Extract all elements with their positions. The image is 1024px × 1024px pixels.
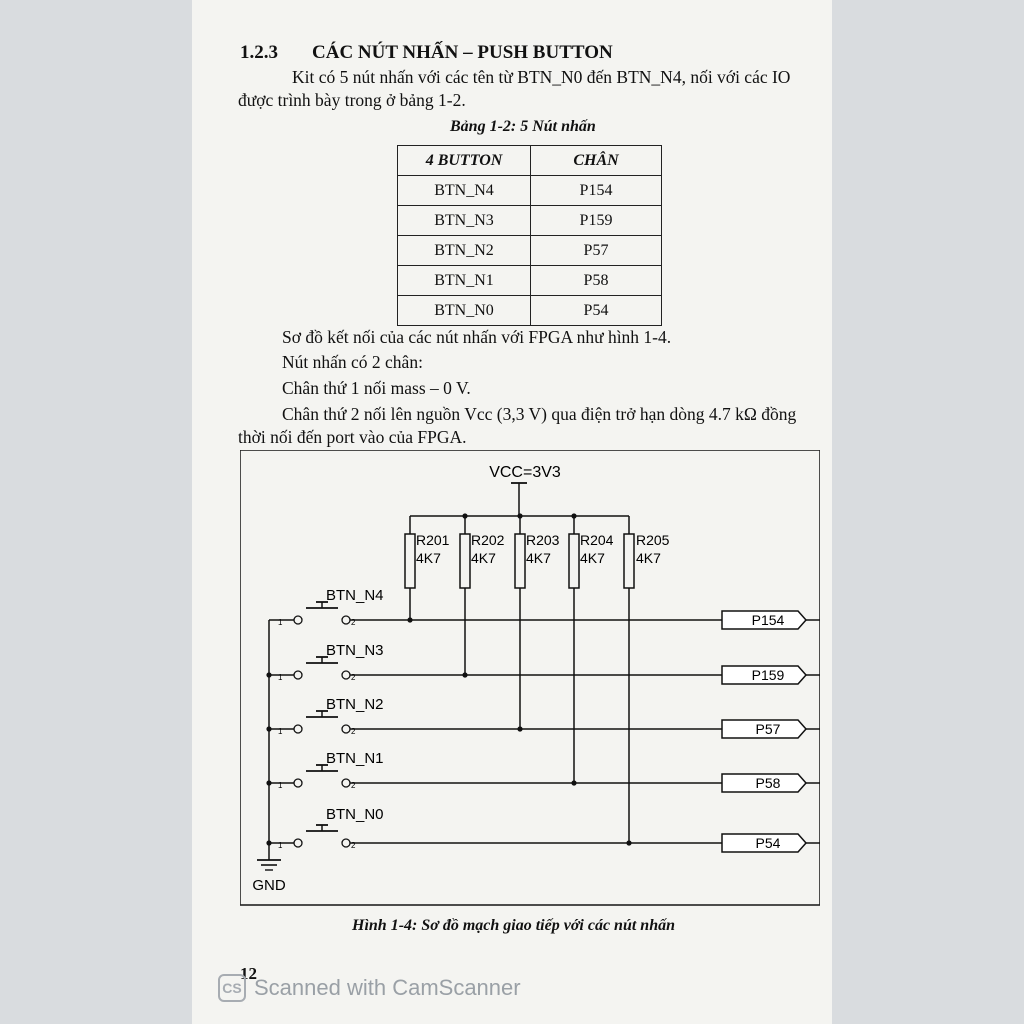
table-row xyxy=(398,206,662,236)
table-cell-button: BTN_N4 xyxy=(398,176,531,206)
pin-2-label: 2 xyxy=(351,673,356,682)
body-paragraph-4-line-2: thời nối đến port vào của FPGA. xyxy=(238,427,467,447)
pin-2-label: 2 xyxy=(351,618,356,627)
intro-line-1: Kit có 5 nút nhấn với các tên từ BTN_N0 đến BTN_N4, nối với các IO xyxy=(292,67,791,87)
body-paragraph-4-line-1: Chân thứ 2 nối lên nguồn Vcc (3,3 V) qua điện trở hạn dòng 4.7 kΩ đồng xyxy=(282,404,797,424)
table-cell-pin: P159 xyxy=(531,206,662,236)
resistor-r205 xyxy=(624,516,634,843)
pin-1-label: 1 xyxy=(278,618,283,627)
button-label: BTN_N3 xyxy=(326,642,384,659)
resistor-value: 4K7 xyxy=(526,550,551,566)
port-label: P58 xyxy=(755,775,781,791)
resistor-value: 4K7 xyxy=(416,550,441,566)
figure-caption: Hình 1-4: Sơ đồ mạch giao tiếp với các nút nhấn xyxy=(352,917,675,934)
resistor-r203 xyxy=(515,516,525,729)
page-number: 12 xyxy=(240,964,257,983)
intro-line-2: được trình bày trong ở bảng 1-2. xyxy=(238,90,466,110)
body-paragraph-2: Nút nhấn có 2 chân: xyxy=(282,352,423,372)
body-paragraph-1: Sơ đồ kết nối của các nút nhấn với FPGA như hình 1-4. xyxy=(282,327,672,347)
port-label: P54 xyxy=(755,835,781,851)
button-label: BTN_N0 xyxy=(326,806,384,823)
table-cell-pin: P154 xyxy=(531,176,662,206)
resistor-label: R205 xyxy=(636,532,670,548)
vcc-label: VCC=3V3 xyxy=(489,464,561,481)
table-header-button: 4 BUTTON xyxy=(398,146,531,176)
table-cell-pin: P57 xyxy=(531,236,662,266)
table-row xyxy=(398,236,662,266)
ground-icon xyxy=(257,860,281,870)
pin-2-label: 2 xyxy=(351,841,356,850)
watermark-text: Scanned with CamScanner xyxy=(254,975,521,1000)
resistor-r202 xyxy=(460,516,470,675)
junction-dot xyxy=(266,780,271,785)
camscanner-watermark xyxy=(218,972,521,1004)
table-cell-button: BTN_N1 xyxy=(398,266,531,296)
table-cell-pin: P54 xyxy=(531,296,662,326)
push-button-btn-n3 xyxy=(269,657,465,679)
table-header-pin: CHÂN xyxy=(531,146,662,176)
pin-1-label: 1 xyxy=(278,781,283,790)
table-header-row xyxy=(398,146,662,176)
port-label: P159 xyxy=(751,667,785,683)
table-cell-button: BTN_N2 xyxy=(398,236,531,266)
pin-1-label: 1 xyxy=(278,841,283,850)
resistor-r201 xyxy=(405,516,415,620)
resistor-label: R201 xyxy=(416,532,450,548)
push-button-btn-n4 xyxy=(269,602,410,624)
table-row xyxy=(398,266,662,296)
resistor-label: R203 xyxy=(526,532,560,548)
button-label: BTN_N2 xyxy=(326,696,384,713)
button-pin-table xyxy=(397,145,662,326)
junction-dot xyxy=(571,513,576,518)
button-schematic xyxy=(240,450,820,908)
resistor-label: R204 xyxy=(580,532,614,548)
table-cell-button: BTN_N0 xyxy=(398,296,531,326)
pin-1-label: 1 xyxy=(278,673,283,682)
camscanner-logo-icon: CS xyxy=(218,974,246,1002)
table-caption: Bảng 1-2: 5 Nút nhấn xyxy=(450,118,596,135)
section-title: CÁC NÚT NHẤN – PUSH BUTTON xyxy=(312,42,613,63)
gnd-label: GND xyxy=(252,877,286,894)
table-cell-pin: P58 xyxy=(531,266,662,296)
junction-dot xyxy=(266,726,271,731)
pin-2-label: 2 xyxy=(351,781,356,790)
resistor-value: 4K7 xyxy=(636,550,661,566)
document-page xyxy=(192,0,832,1024)
body-paragraph-3: Chân thứ 1 nối mass – 0 V. xyxy=(282,378,471,398)
pin-1-label: 1 xyxy=(278,727,283,736)
resistor-value: 4K7 xyxy=(580,550,605,566)
button-label: BTN_N4 xyxy=(326,587,384,604)
junction-dot xyxy=(266,840,271,845)
table-cell-button: BTN_N3 xyxy=(398,206,531,236)
button-label: BTN_N1 xyxy=(326,750,384,767)
push-button-btn-n1 xyxy=(269,765,574,787)
port-label: P57 xyxy=(755,721,781,737)
table-row xyxy=(398,176,662,206)
section-number: 1.2.3 xyxy=(240,42,278,63)
junction-dot xyxy=(517,513,522,518)
junction-dot xyxy=(462,513,467,518)
table-row xyxy=(398,296,662,326)
push-button-btn-n0 xyxy=(269,825,629,847)
port-label: P154 xyxy=(751,612,785,628)
resistor-label: R202 xyxy=(471,532,505,548)
push-button-btn-n2 xyxy=(269,711,520,733)
junction-dot xyxy=(266,672,271,677)
resistor-value: 4K7 xyxy=(471,550,496,566)
pin-2-label: 2 xyxy=(351,727,356,736)
resistor-r204 xyxy=(569,516,579,783)
